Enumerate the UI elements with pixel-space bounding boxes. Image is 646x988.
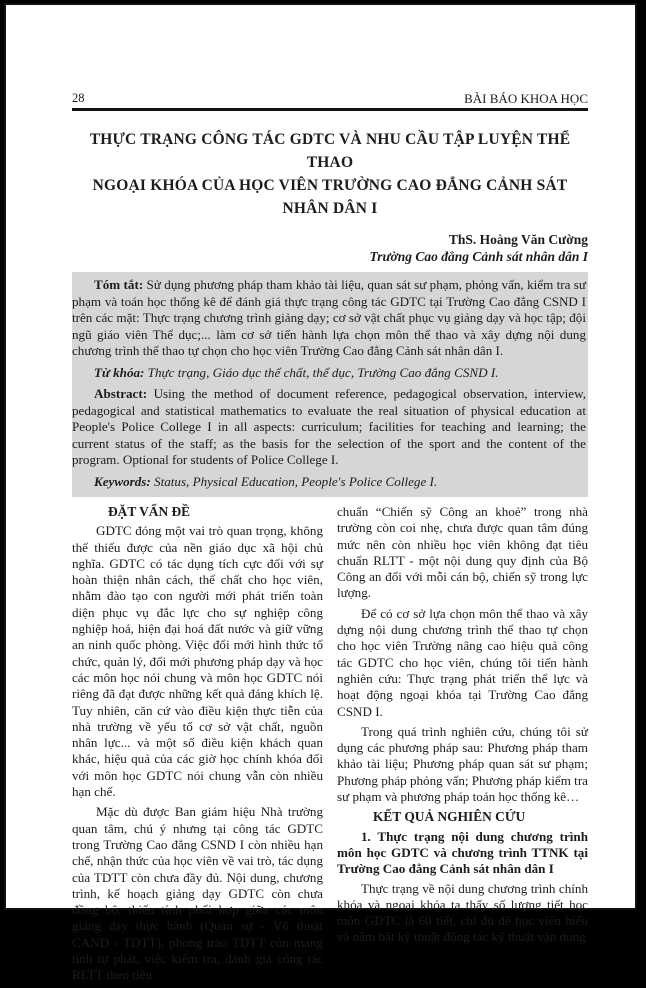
- keywords-english-label: Keywords:: [94, 473, 151, 489]
- keywords-english-text: Status, Physical Education, People's Police College I.: [150, 473, 438, 489]
- author-name: ThS. Hoàng Văn Cường: [448, 232, 588, 247]
- paragraph: Mặc dù được Ban giám hiệu Nhà trường quan tâm, chú ý nhưng tại công tác GDTC trong Trường Cao đẳng CSND I còn nhiều hạn chế, nhận thức của học viên về vai trò, tác dụng của TDTT còn chưa đầy đủ. Nội dung, chương trình, kế hoạch giảng dạy GDTC còn chưa đồng bộ, thiếu tính phối hợp giữa các môn giảng dạy thực hành (Quân sự - Võ thuật CAND - TDTT), phong trào TDTT còn mang tính tự phát, việc kiểm tra, đánh giá công tác RLTT theo tiêu: [72, 804, 323, 983]
- journal-running-title: BÀI BÁO KHOA HỌC: [464, 91, 588, 106]
- abstract-box: [72, 272, 588, 497]
- author-affiliation: Trường Cao đẳng Cảnh sát nhân dân I: [369, 249, 588, 264]
- page-number: 28: [72, 91, 85, 105]
- section-heading-ket-qua: KẾT QUẢ NGHIÊN CỨU: [373, 809, 526, 825]
- document-page: [4, 3, 637, 983]
- section-heading-dat-van-de: ĐẶT VẤN ĐỀ: [108, 504, 191, 519]
- paragraph: Trong quá trình nghiên cứu, chúng tôi sử dụng các phương pháp sau: Phương pháp tham khảo tài liệu; Phương pháp quan sát sư phạm; Phương pháp phỏng vấn; Phương pháp kiểm tra sư phạm và phương pháp toán học thống kê…: [337, 723, 588, 805]
- paragraph: Để có cơ sở lựa chọn môn thể thao và xây dựng nội dung chương trình thể thao tự chọn cho học viên Trường nâng cao hiệu quả công tác GDTC cho học viên, chúng tôi tiến hành nghiên cứu: Thực trạng phát triển thể lực và hoạt động ngoại khóa tại Trường Cao đẳng CSND I.: [337, 605, 588, 719]
- paragraph-continuation: chuẩn “Chiến sỹ Công an khoẻ” trong nhà trường còn coi nhẹ, chưa được quan tâm đúng mức nên còn nhiều học viên không đạt tiêu chuẩn RLTT - một nội dung quy định của Bộ Công an đối với mỗi cán bộ, chiến sỹ trong lực lượng.: [337, 504, 588, 601]
- abstract-english: [72, 386, 586, 469]
- paragraph: Thực trạng về nội dung chương trình chính khóa và ngoại khóa ta thấy số lượng tiết học môn GDTC là 60 tiết, chỉ đủ để học viên hiểu và nắm bắt kỹ thuật động tác kỹ thuật vận dụng: [337, 880, 588, 945]
- column-left: [72, 504, 323, 988]
- column-right: [337, 504, 588, 988]
- paragraph: GDTC đóng một vai trò quan trọng, không thể thiếu được của nền giáo dục xã hội chủ nghĩa. GDTC có tác dụng tích cực đối với sự hoàn thiện nhân cách, thể chất cho học viên, nhằm đào tạo con người mới phát triển toàn diện phục vụ đắc lực cho sự nghiệp công nghiệp hoá, hiện đại hoá đất nước và giữ vững an ninh quốc phòng. Việc đổi mới hình thức tổ chức, quản lý, đổi mới phương pháp dạy và học các môn học nói chung và môn học GDTC nói riêng đã đạt được những kết quả đáng khích lệ. Tuy nhiên, căn cứ vào điều kiện thực tiễn của nhà trường về yếu tố cơ sở vật chất, nguồn nhân lực... và một số điều kiện khách quan khác, hiệu quả của các giờ học chính khóa đối với môn học GDTC nói chung vẫn còn nhiều hạn chế.: [72, 523, 323, 800]
- keywords-vietnamese-label: Từ khóa:: [94, 364, 145, 380]
- article-title-line2: NGOẠI KHÓA CỦA HỌC VIÊN TRƯỜNG CAO ĐẲNG CẢNH SÁT NHÂN DÂN I: [92, 177, 568, 217]
- abstract-vietnamese: [72, 277, 586, 360]
- abstract-english-label: Abstract:: [94, 386, 148, 401]
- keywords-vietnamese: [72, 365, 586, 382]
- subsection-heading-1: 1. Thực trạng nội dung chương trình môn học GDTC và chương trình TTNK tại Trường Cao đẳng Cảnh sát nhân dân I: [337, 828, 588, 877]
- article-title-line1: THỰC TRẠNG CÔNG TÁC GDTC VÀ NHU CẦU TẬP LUYỆN THỂ THAO: [89, 131, 571, 171]
- abstract-english-text: Using the method of document reference, pedagogical observation, interview, pedagogical and statistical mathematics to evaluate the real situation of physical education at People's Police College I in all aspects: curriculum; facilities for teaching and learning; the current status of the staff; as the basis for the selection of the sport and the content of the program. Optional for students of Police College I.: [72, 386, 586, 467]
- abstract-vietnamese-text: Sử dụng phương pháp tham khảo tài liệu, quan sát sư phạm, phỏng vấn, kiểm tra sư phạm và toán học thống kê để đánh giá thực trạng công tác GDTC tại Trường Cao đẳng CSND I trên các mặt: Thực trạng chương trình giảng dạy; cơ sở vật chất phục vụ giảng dạy và học tập; đội ngũ giáo viên Thể dục;... làm cơ sở tiến hành lựa chọn môn thể thao và xây dựng nội dung chương trình thể thao tự chọn cho học viên Trường Cao đẳng Cảnh sát nhân dân I.: [72, 277, 586, 358]
- byline: [72, 231, 588, 265]
- abstract-vietnamese-label: Tóm tắt:: [94, 277, 144, 292]
- keywords-vietnamese-text: Thực trạng, Giáo dục thể chất, thể dục, Trường Cao đẳng CSND I.: [144, 364, 499, 380]
- header-rule: [72, 108, 588, 111]
- keywords-english: [72, 474, 586, 491]
- body-columns: [72, 504, 588, 988]
- article-title: [72, 128, 588, 220]
- page-header: [72, 91, 588, 106]
